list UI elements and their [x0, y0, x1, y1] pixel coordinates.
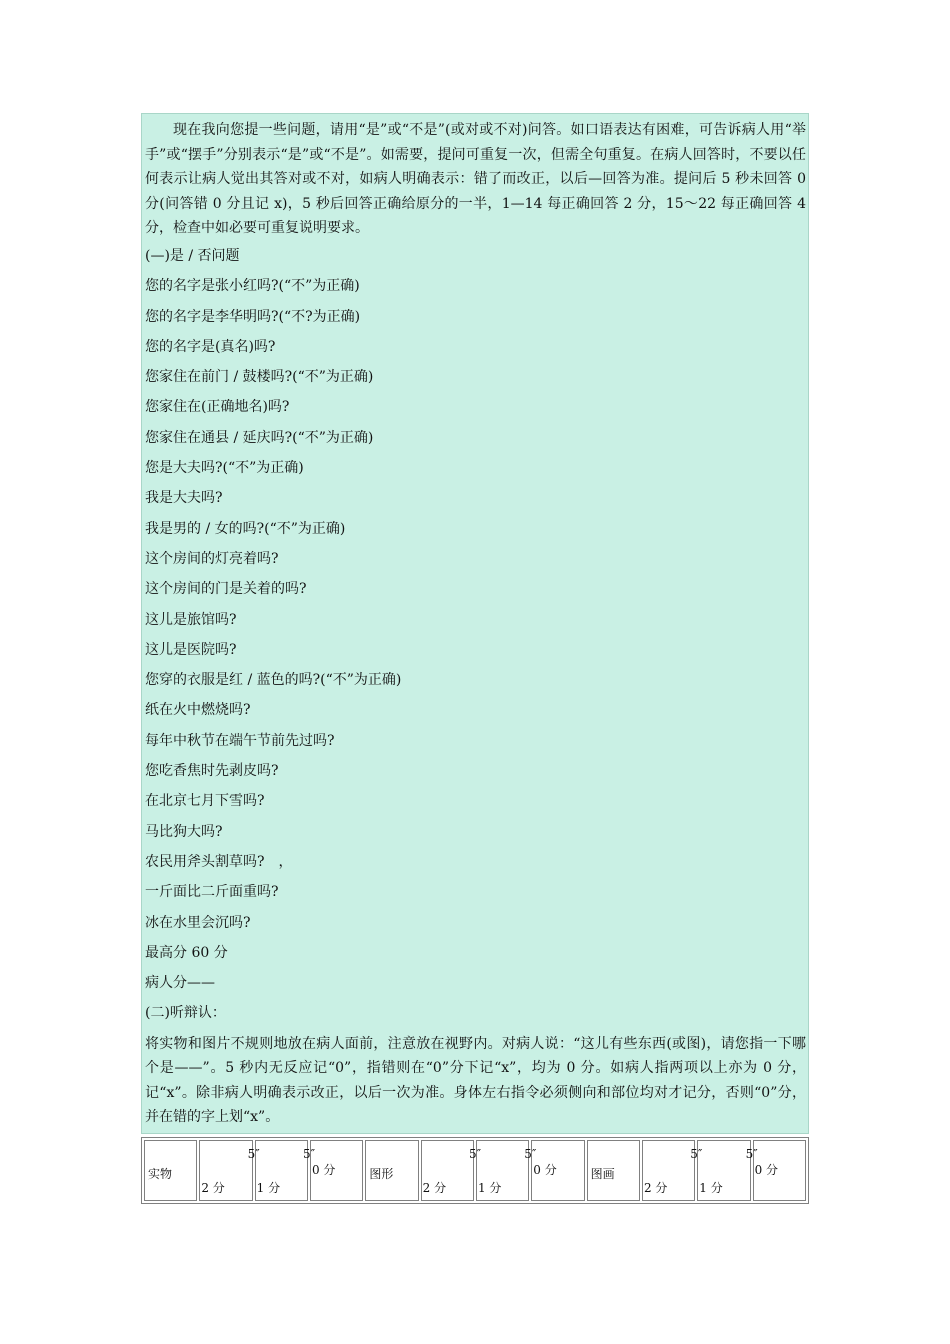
question-line: 我是大夫吗? — [145, 490, 223, 507]
question-line: 您的名字是张小红吗?(“不”为正确) — [145, 278, 360, 295]
section-heading-listening: (二)听辩认： — [145, 1005, 226, 1022]
question-line: 这个房间的灯亮着吗? — [145, 550, 279, 567]
time-mark: 5″ — [690, 1147, 703, 1161]
time-mark: 5″ — [302, 1147, 316, 1161]
score-cell[interactable] — [468, 1140, 529, 1201]
score-value: 0 分 — [311, 1163, 336, 1177]
question-list — [145, 241, 806, 1029]
question-line: 您的名字是李华明吗?(“不?为正确) — [145, 308, 361, 325]
category-label: 实物 — [148, 1167, 173, 1181]
question-line: 纸在火中燃烧吗? — [145, 702, 251, 719]
score-value: 1 分 — [699, 1181, 723, 1195]
question-line: 您家住在(正确地名)吗? — [145, 399, 290, 416]
score-cell[interactable] — [745, 1140, 806, 1201]
question-line: 您吃香焦时先剥皮吗? — [145, 763, 279, 780]
question-line: 这儿是旅馆吗? — [145, 611, 237, 628]
score-value: 0 分 — [754, 1163, 779, 1177]
instruction-paragraph: 将实物和图片不规则地放在病人面前，注意放在视野内。对病人说：“这儿有些东西(或图)，请您指一下哪个是——”。5 秒内无反应记“0”，指错则在“0”分下记“x”，均为 0 分。如病人指两项以上亦为 0 分，记“x”。除非病人明确表示改正，以后一次为准。身体左右指令必须侧向和部位均对才记分，否则“0”分，并在错的字上划“x”。 — [145, 1035, 806, 1126]
question-line: 这个房间的门是关着的吗? — [145, 581, 307, 598]
question-line: 每年中秋节在端午节前先过吗? — [145, 732, 335, 749]
score-cell[interactable] — [302, 1140, 363, 1201]
question-line: 农民用斧头割草吗? ， — [145, 853, 293, 870]
score-value: 2 分 — [422, 1181, 447, 1195]
category-label: 图画 — [590, 1167, 615, 1181]
patient-score-line: 病人分—— — [145, 975, 215, 992]
question-line: 您穿的衣服是红 / 蓝色的吗?(“不”为正确) — [145, 672, 402, 689]
score-value: 0 分 — [533, 1163, 557, 1177]
question-line: 您家住在前门 / 鼓楼吗?(“不”为正确) — [145, 369, 374, 386]
score-cell[interactable] — [642, 1140, 695, 1201]
question-line: 您是大夫吗?(“不”为正确) — [145, 460, 304, 477]
score-cell[interactable] — [199, 1140, 252, 1201]
question-panel — [141, 113, 809, 1134]
time-mark: 5″ — [524, 1147, 537, 1161]
question-line: 一斤面比二斤面重吗? — [145, 884, 279, 901]
question-line: 马比狗大吗? — [145, 823, 223, 840]
section-heading-yes-no: (—)是 / 否问题 — [145, 247, 240, 264]
score-cell[interactable] — [247, 1140, 308, 1201]
time-mark: 5″ — [468, 1147, 482, 1161]
time-mark: 5″ — [247, 1147, 260, 1161]
score-cell[interactable] — [524, 1140, 584, 1201]
time-mark: 5″ — [745, 1147, 758, 1161]
intro-paragraph: 现在我向您提一些问题，请用“是”或“不是”(或对或不对)问答。如口语表达有困难，可告诉病人用“举手”或“摆手”分别表示“是”或“不是”。如需要，提问可重复一次，但需全句重复。在病人回答时，不要以任何表示让病人觉出其答对或不对，如病人明确表示：错了而改正，以后—回答为准。提问后 5 秒未回答 0 分(问答错 0 分且记 x)，5 秒后回答正确给原分的一半，1—14 每正确回答 2 分，15～22 每正确回答 4 分，检查中如必要可重复说明要求。 — [145, 122, 806, 237]
category-label-objects — [144, 1140, 197, 1201]
score-value: 2 分 — [643, 1181, 668, 1195]
score-value: 1 分 — [477, 1181, 502, 1195]
question-line: 在北京七月下雪吗? — [145, 793, 265, 810]
score-cell[interactable] — [421, 1140, 474, 1201]
score-value: 1 分 — [256, 1181, 281, 1195]
question-line: 这儿是医院吗? — [145, 641, 237, 658]
score-cell[interactable] — [690, 1140, 750, 1201]
question-line: 您家住在通县 / 延庆吗?(“不”为正确) — [145, 429, 374, 446]
category-label: 图形 — [369, 1167, 394, 1181]
scoring-table — [141, 1137, 809, 1204]
max-score-line: 最高分 60 分 — [145, 944, 228, 961]
question-line: 您的名字是(真名)吗? — [145, 338, 276, 355]
question-line: 我是男的 / 女的吗?(“不”为正确) — [145, 520, 346, 537]
category-label-shapes — [365, 1140, 418, 1201]
table-row — [144, 1140, 806, 1201]
question-line: 冰在水里会沉吗? — [145, 914, 251, 931]
category-label-pictures — [587, 1140, 640, 1201]
score-value: 2 分 — [201, 1181, 225, 1195]
